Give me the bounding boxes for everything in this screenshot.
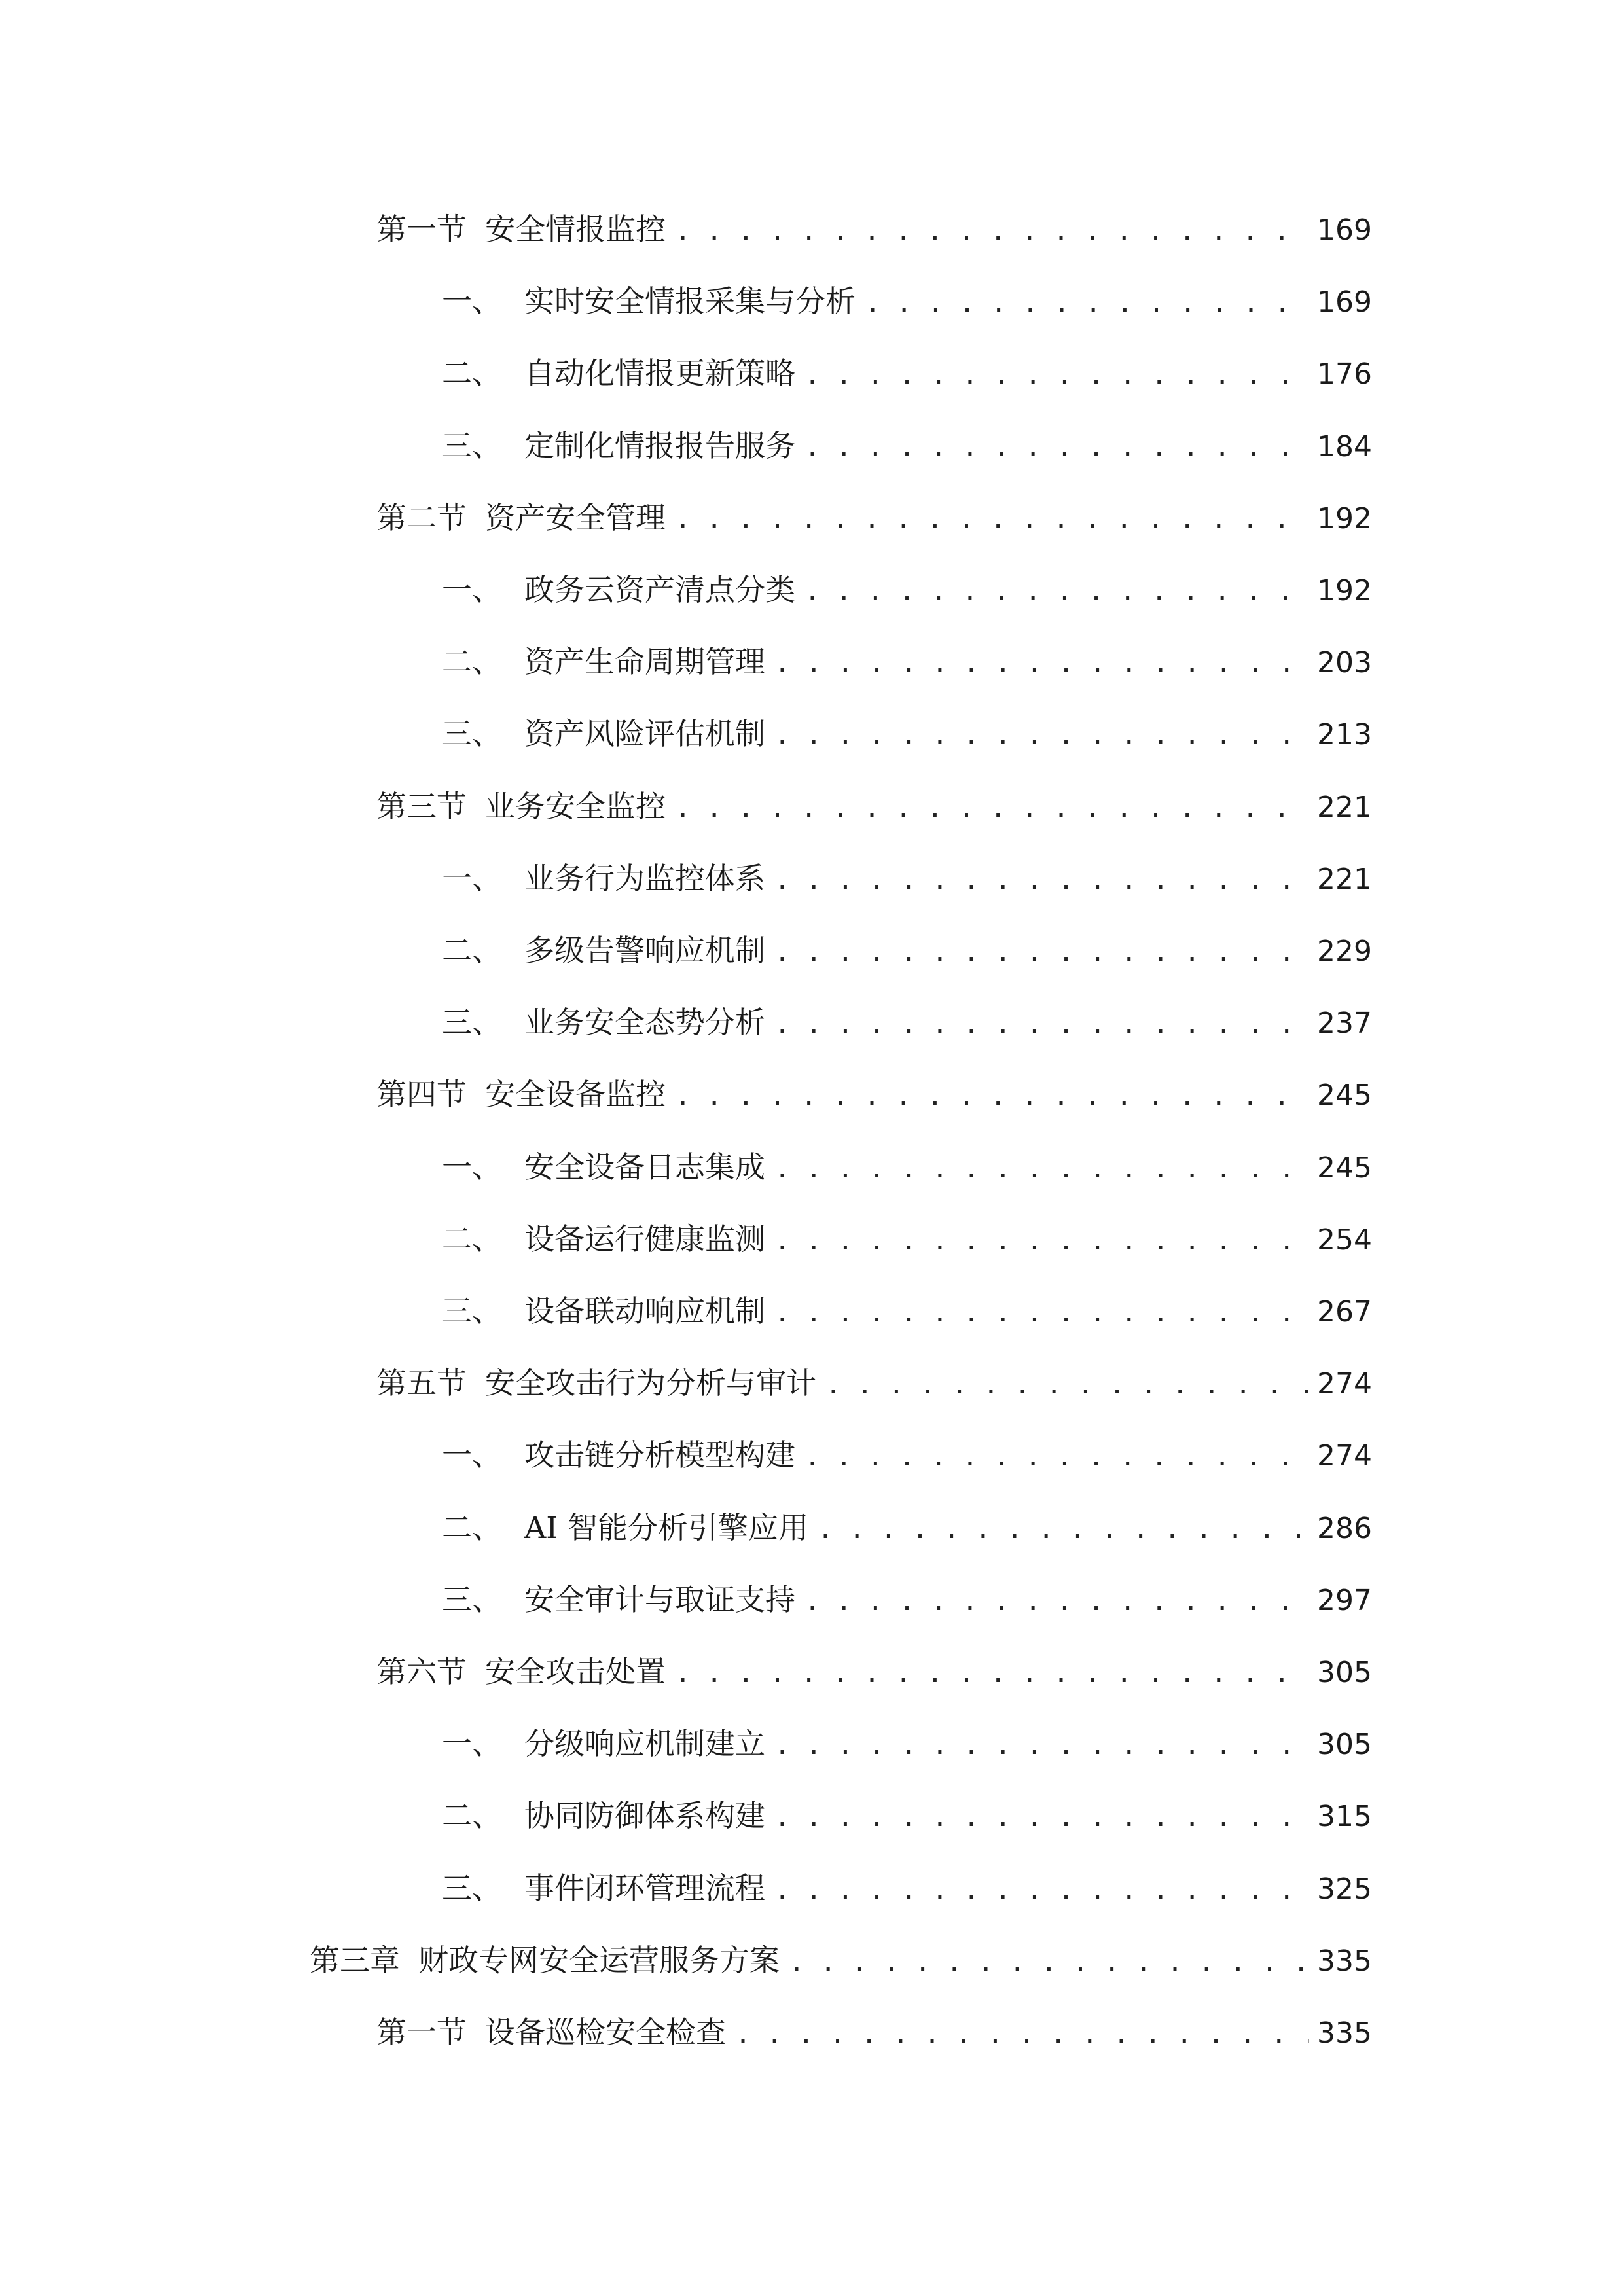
toc-entry[interactable] (442, 275, 1372, 327)
dot-leader (818, 1503, 1309, 1556)
toc-entry-number: 第一节 (376, 2015, 467, 2050)
toc-entry[interactable] (442, 420, 1372, 472)
toc-entry-page-number: 254 (1317, 1223, 1372, 1257)
toc-entry-number: 三、 (442, 1870, 502, 1906)
dot-leader (675, 1070, 1309, 1122)
dot-leader (825, 1359, 1309, 1411)
toc-entry-page-number: 274 (1317, 1439, 1372, 1473)
toc-entry[interactable] (442, 1573, 1372, 1626)
toc-entry-number: 二、 (442, 355, 502, 391)
toc-entry-title: 设备联动响应机制 (524, 1293, 765, 1329)
dot-leader (774, 926, 1309, 978)
toc-entry-page-number: 315 (1317, 1800, 1372, 1834)
toc-entry-number: 第三节 (376, 788, 467, 824)
toc-entry[interactable] (376, 1068, 1372, 1121)
dot-leader (804, 565, 1309, 618)
toc-entry-page-number: 237 (1317, 1007, 1372, 1041)
toc-entry[interactable] (376, 492, 1372, 544)
toc-entry[interactable] (442, 1789, 1372, 1842)
toc-entry-number: 三、 (442, 1005, 502, 1041)
toc-entry-number: 三、 (442, 1581, 502, 1617)
toc-entry[interactable] (442, 347, 1372, 399)
dot-leader (675, 205, 1309, 257)
toc-entry-page-number: 192 (1317, 501, 1372, 535)
toc-entry-number: 二、 (442, 644, 502, 680)
dot-leader (789, 1936, 1309, 1988)
toc-entry[interactable] (442, 1501, 1372, 1554)
toc-entry[interactable] (442, 708, 1372, 760)
toc-entry-title: 多级告警响应机制 (524, 933, 765, 968)
toc-entry-page-number: 335 (1317, 1944, 1372, 1978)
toc-entry[interactable] (442, 1285, 1372, 1337)
toc-entry-page-number: 335 (1317, 2017, 1372, 2050)
toc-entry-number: 一、 (442, 572, 502, 607)
toc-entry[interactable] (442, 564, 1372, 616)
toc-entry-page-number: 325 (1317, 1872, 1372, 1906)
dot-leader (774, 1287, 1309, 1339)
dot-leader (774, 1864, 1309, 1916)
toc-entry-number: 一、 (442, 1437, 502, 1473)
toc-entry[interactable] (442, 636, 1372, 688)
dot-leader (774, 1215, 1309, 1267)
dot-leader (804, 1575, 1309, 1628)
toc-entry-number: 三、 (442, 1293, 502, 1329)
toc-entry-page-number: 274 (1317, 1367, 1372, 1401)
toc-entry-number: 第三章 (310, 1942, 400, 1978)
toc-entry-title: 资产风险评估机制 (524, 716, 765, 752)
toc-entry-number: 二、 (442, 1798, 502, 1834)
toc-entry-page-number: 169 (1317, 285, 1372, 319)
dot-leader (804, 349, 1309, 401)
toc-entry-page-number: 221 (1317, 862, 1372, 896)
toc-entry[interactable] (442, 1717, 1372, 1770)
dot-leader (774, 854, 1309, 906)
toc-entry-title: 资产安全管理 (485, 499, 666, 535)
toc-entry-number: 第二节 (376, 499, 467, 535)
dot-leader (774, 637, 1309, 690)
toc-entry-page-number: 229 (1317, 935, 1372, 968)
toc-entry-title: 安全设备日志集成 (524, 1149, 765, 1185)
toc-entry[interactable] (442, 1141, 1372, 1193)
dot-leader (865, 277, 1309, 329)
dot-leader (774, 1143, 1309, 1195)
toc-entry[interactable] (442, 1213, 1372, 1265)
toc-entry-page-number: 286 (1317, 1511, 1372, 1545)
toc-entry-number: 一、 (442, 1726, 502, 1762)
toc-entry-number: 三、 (442, 716, 502, 752)
toc-entry-page-number: 203 (1317, 646, 1372, 680)
toc-entry-page-number: 305 (1317, 1656, 1372, 1689)
dot-leader (675, 493, 1309, 546)
toc-entry-title: 定制化情报报告服务 (524, 427, 795, 463)
dot-leader (804, 1431, 1309, 1483)
toc-entry[interactable] (442, 996, 1372, 1049)
toc-entry-title: 协同防御体系构建 (524, 1798, 765, 1834)
toc-entry[interactable] (310, 1934, 1372, 1986)
toc-entry[interactable] (442, 924, 1372, 977)
toc-entry-title: 分级响应机制建立 (524, 1726, 765, 1762)
toc-entry[interactable] (376, 203, 1372, 255)
toc-entry-page-number: 184 (1317, 429, 1372, 463)
toc-entry-title: 业务安全态势分析 (524, 1005, 765, 1041)
toc-entry-title: 政务云资产清点分类 (524, 572, 795, 607)
toc-entry[interactable] (442, 1429, 1372, 1481)
toc-entry-title: 资产生命周期管理 (524, 644, 765, 680)
dot-leader (675, 782, 1309, 834)
toc-entry-page-number: 213 (1317, 718, 1372, 752)
dot-leader (774, 998, 1309, 1050)
toc-entry-page-number: 267 (1317, 1295, 1372, 1329)
toc-entry[interactable] (376, 780, 1372, 833)
toc-entry-number: 一、 (442, 860, 502, 896)
dot-leader (804, 422, 1309, 474)
toc-entry-title: AI 智能分析引擎应用 (524, 1509, 809, 1545)
toc-entry[interactable] (376, 1645, 1372, 1698)
toc-entry-title: 安全攻击行为分析与审计 (485, 1365, 816, 1401)
toc-entry-page-number: 245 (1317, 1079, 1372, 1113)
toc-entry-title: 安全攻击处置 (485, 1654, 666, 1689)
dot-leader (774, 1719, 1309, 1772)
toc-entry-title: 安全设备监控 (485, 1077, 666, 1113)
toc-entry-title: 事件闭环管理流程 (524, 1870, 765, 1906)
toc-entry-number: 一、 (442, 1149, 502, 1185)
toc-entry-number: 第六节 (376, 1654, 467, 1689)
toc-entry-title: 攻击链分析模型构建 (524, 1437, 795, 1473)
toc-entry-page-number: 176 (1317, 357, 1372, 391)
toc-entry-number: 第五节 (376, 1365, 467, 1401)
dot-leader (774, 1791, 1309, 1844)
toc-entry[interactable] (442, 1862, 1372, 1914)
toc-entry-title: 实时安全情报采集与分析 (524, 283, 856, 319)
toc-entry-page-number: 305 (1317, 1728, 1372, 1762)
dot-leader (774, 709, 1309, 762)
toc-entry-number: 二、 (442, 1221, 502, 1257)
toc-entry[interactable] (442, 852, 1372, 905)
toc-entry-title: 业务行为监控体系 (524, 860, 765, 896)
toc-entry-title: 安全情报监控 (485, 211, 666, 247)
toc-entry[interactable] (376, 2006, 1372, 2058)
toc-entry-number: 三、 (442, 427, 502, 463)
toc-entry-title: 设备运行健康监测 (524, 1221, 765, 1257)
toc-entry-page-number: 297 (1317, 1583, 1372, 1617)
toc-entry-title: 安全审计与取证支持 (524, 1581, 795, 1617)
dot-leader (735, 2008, 1309, 2060)
toc-entry-title: 财政专网安全运营服务方案 (418, 1942, 780, 1978)
toc-entry-title: 自动化情报更新策略 (524, 355, 795, 391)
toc-entry-page-number: 245 (1317, 1151, 1372, 1185)
toc-entry-number: 一、 (442, 283, 502, 319)
toc-entry-title: 设备巡检安全检查 (485, 2015, 726, 2050)
toc-entry-page-number: 169 (1317, 213, 1372, 247)
toc-entry-number: 二、 (442, 1509, 502, 1545)
toc-entry-page-number: 192 (1317, 574, 1372, 607)
dot-leader (675, 1647, 1309, 1700)
toc-entry-title: 业务安全监控 (485, 788, 666, 824)
toc-entry-number: 第一节 (376, 211, 467, 247)
toc-entry-page-number: 221 (1317, 790, 1372, 824)
toc-entry-number: 第四节 (376, 1077, 467, 1113)
toc-entry[interactable] (376, 1357, 1372, 1409)
toc-entry-number: 二、 (442, 933, 502, 968)
